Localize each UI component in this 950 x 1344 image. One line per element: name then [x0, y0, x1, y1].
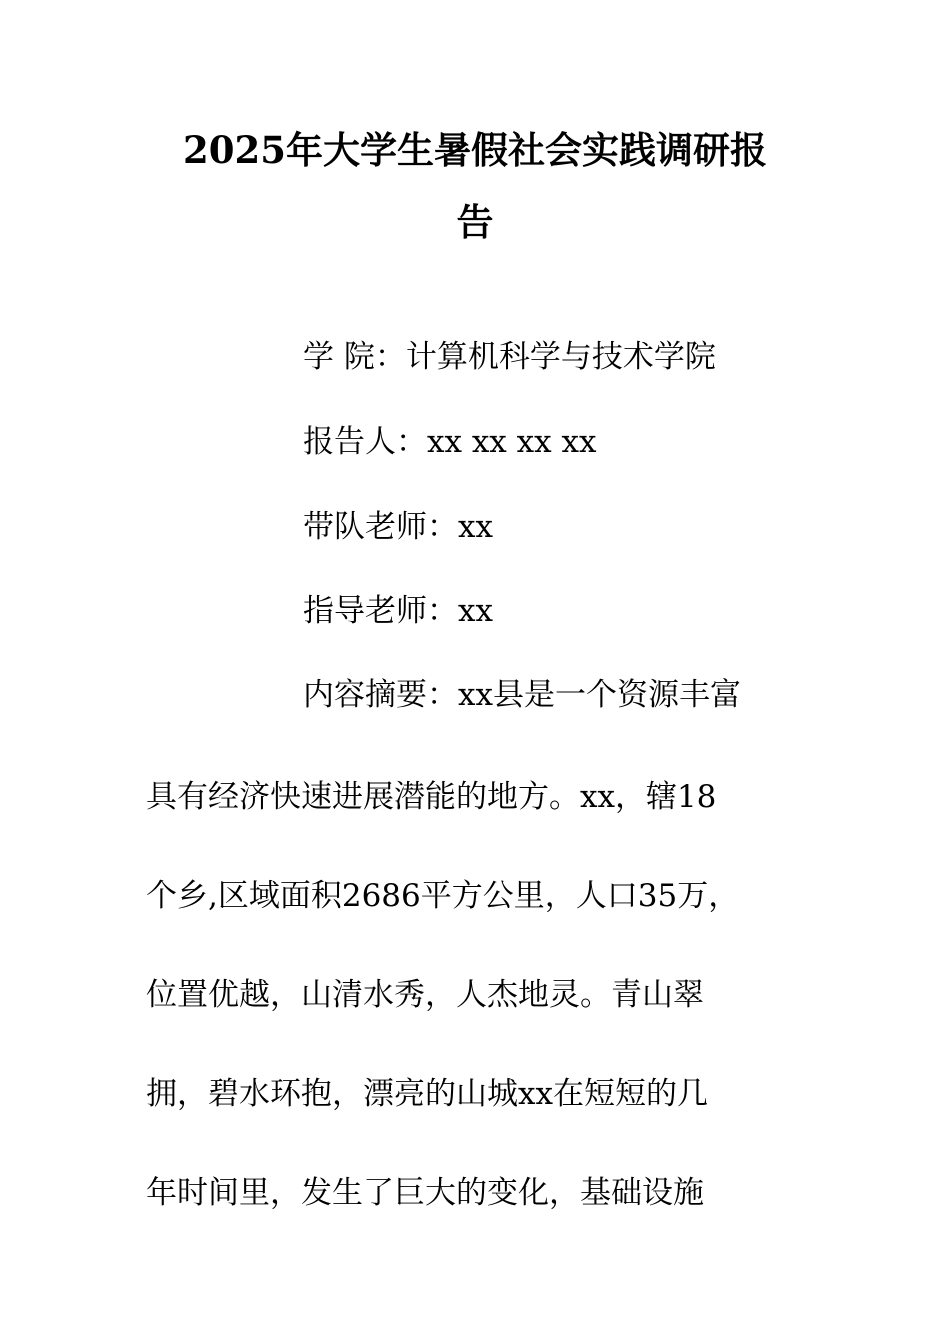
- document-title-line-2: 告: [456, 200, 494, 244]
- team-leader-line: 带队老师：xx: [303, 509, 493, 545]
- abstract-line: 年时间里，发生了巨大的变化，基础设施: [146, 1175, 704, 1211]
- abstract-line: 拥，碧水环抱，漂亮的山城xx在短短的几: [146, 1076, 708, 1112]
- abstract-line: 位置优越，山清水秀，人杰地灵。青山翠: [146, 977, 704, 1013]
- abstract-line: 具有经济快速进展潜能的地方。xx，辖18: [146, 779, 717, 815]
- abstract-line: 个乡,区域面积2686平方公里，人口35万，: [146, 878, 740, 914]
- abstract-first-line: 内容摘要：xx县是一个资源丰富: [303, 677, 741, 713]
- reporter-line: 报告人：xx xx xx xx: [303, 424, 597, 460]
- college-line: 学 院：计算机科学与技术学院: [303, 339, 716, 375]
- advisor-line: 指导老师：xx: [303, 593, 493, 629]
- document-title-line-1: 2025年大学生暑假社会实践调研报: [183, 128, 767, 172]
